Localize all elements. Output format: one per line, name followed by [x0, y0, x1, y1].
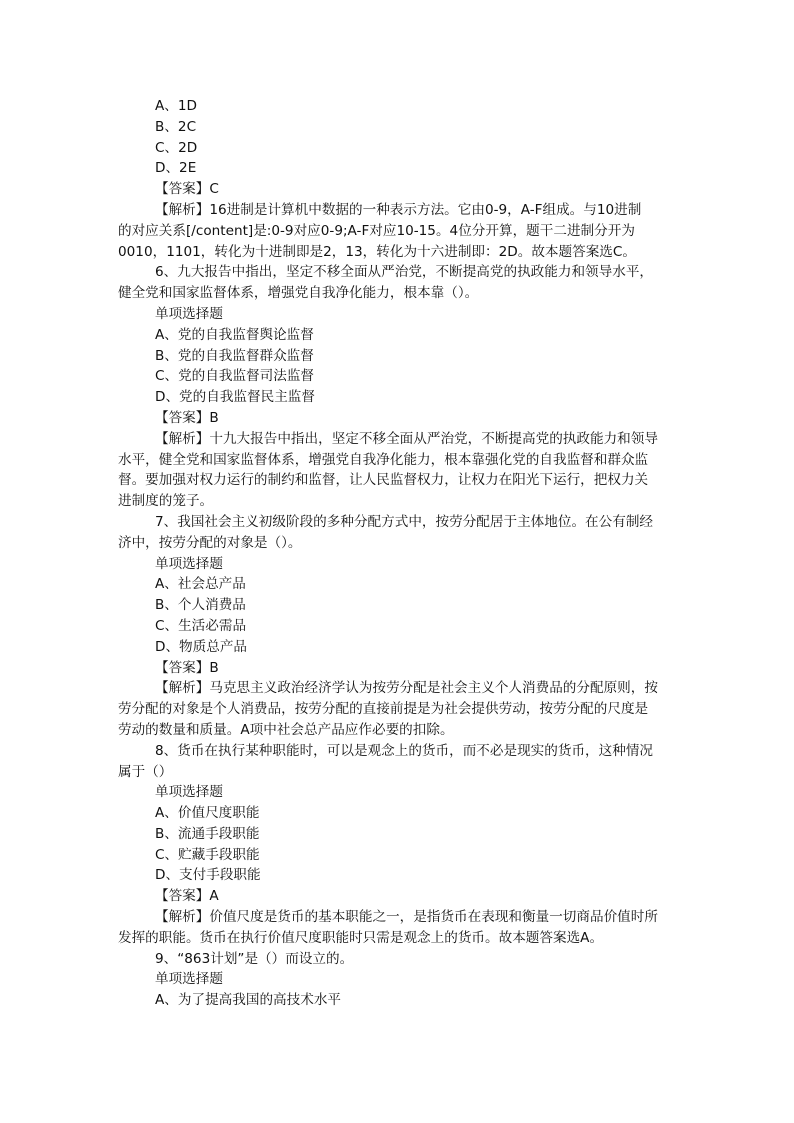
option-d: D、支付手段职能	[155, 867, 261, 884]
explanation-line: 督。要加强对权力运行的制约和监督，让人民监督权力，让权力在阳光下运行，把权力关	[118, 472, 649, 489]
option-c: C、贮藏手段职能	[155, 846, 260, 863]
question-6: 6、九大报告中指出，坚定不移全面从严治党，不断提高党的执政能力和领导水平，	[155, 264, 654, 281]
option-d: D、2E	[155, 160, 197, 177]
explanation-line: 【解析】16进制是计算机中数据的一种表示方法。它由0-9，A-F组成。与10进制	[155, 201, 642, 218]
question-6-cont: 健全党和国家监督体系，增强党自我净化能力，根本靠（）。	[118, 285, 479, 302]
option-a: A、价值尺度职能	[155, 805, 260, 822]
explanation-line: 【解析】十九大报告中指出，坚定不移全面从严治党，不断提高党的执政能力和领导	[155, 430, 658, 447]
option-b: B、个人消费品	[155, 597, 246, 614]
answer: 【答案】B	[155, 659, 219, 676]
option-a: A、为了提高我国的高技术水平	[155, 992, 342, 1009]
option-a: A、党的自我监督舆论监督	[155, 326, 314, 343]
question-8-cont: 属于（）	[118, 763, 173, 780]
answer: 【答案】A	[155, 888, 219, 905]
answer: 【答案】C	[155, 181, 219, 198]
option-a: A、社会总产品	[155, 576, 246, 593]
question-7: 7、我国社会主义初级阶段的多种分配方式中，按劳分配居于主体地位。在公有制经	[155, 513, 654, 530]
document-page	[118, 96, 678, 1011]
question-type: 单项选择题	[155, 971, 223, 988]
explanation-line: 的对应关系[/content]是:0-9对应0-9;A-F对应10-15。4位分开算，题干二进制分开为	[118, 222, 635, 239]
option-c: C、党的自我监督司法监督	[155, 368, 315, 385]
explanation-line: 【解析】马克思主义政治经济学认为按劳分配是社会主义个人消费品的分配原则，按	[155, 680, 658, 697]
explanation-line: 进制度的笼子。	[118, 493, 214, 510]
option-c: C、2D	[155, 139, 198, 156]
option-d: D、物质总产品	[155, 638, 248, 655]
explanation-line: 0010，1101，转化为十进制即是2，13，转化为十六进制即：2D。故本题答案选C。	[118, 243, 636, 260]
question-type: 单项选择题	[155, 784, 223, 801]
answer: 【答案】B	[155, 409, 219, 426]
explanation-line: 劳分配的对象是个人消费品，按劳分配的直接前提是为社会提供劳动，按劳分配的尺度是	[118, 701, 649, 718]
option-b: B、流通手段职能	[155, 825, 260, 842]
explanation-line: 水平，健全党和国家监督体系，增强党自我净化能力，根本靠强化党的自我监督和群众监	[118, 451, 649, 468]
option-c: C、生活必需品	[155, 617, 247, 634]
option-d: D、党的自我监督民主监督	[155, 389, 315, 406]
option-a: A、1D	[155, 98, 198, 114]
question-7-cont: 济中，按劳分配的对象是（）。	[118, 534, 302, 551]
question-type: 单项选择题	[155, 305, 223, 322]
question-9: 9、“863计划”是（）而设立的。	[155, 950, 354, 967]
explanation-line: 发挥的职能。货币在执行价值尺度职能时只需是观念上的货币。故本题答案选A。	[118, 929, 604, 946]
question-type: 单项选择题	[155, 555, 223, 572]
explanation-line: 【解析】价值尺度是货币的基本职能之一，是指货币在表现和衡量一切商品价值时所	[155, 909, 658, 926]
option-b: B、2C	[155, 118, 197, 135]
explanation-line: 劳动的数量和质量。A项中社会总产品应作必要的扣除。	[118, 721, 454, 738]
option-b: B、党的自我监督群众监督	[155, 347, 314, 364]
question-8: 8、货币在执行某种职能时，可以是观念上的货币，而不必是现实的货币，这种情况	[155, 742, 654, 759]
